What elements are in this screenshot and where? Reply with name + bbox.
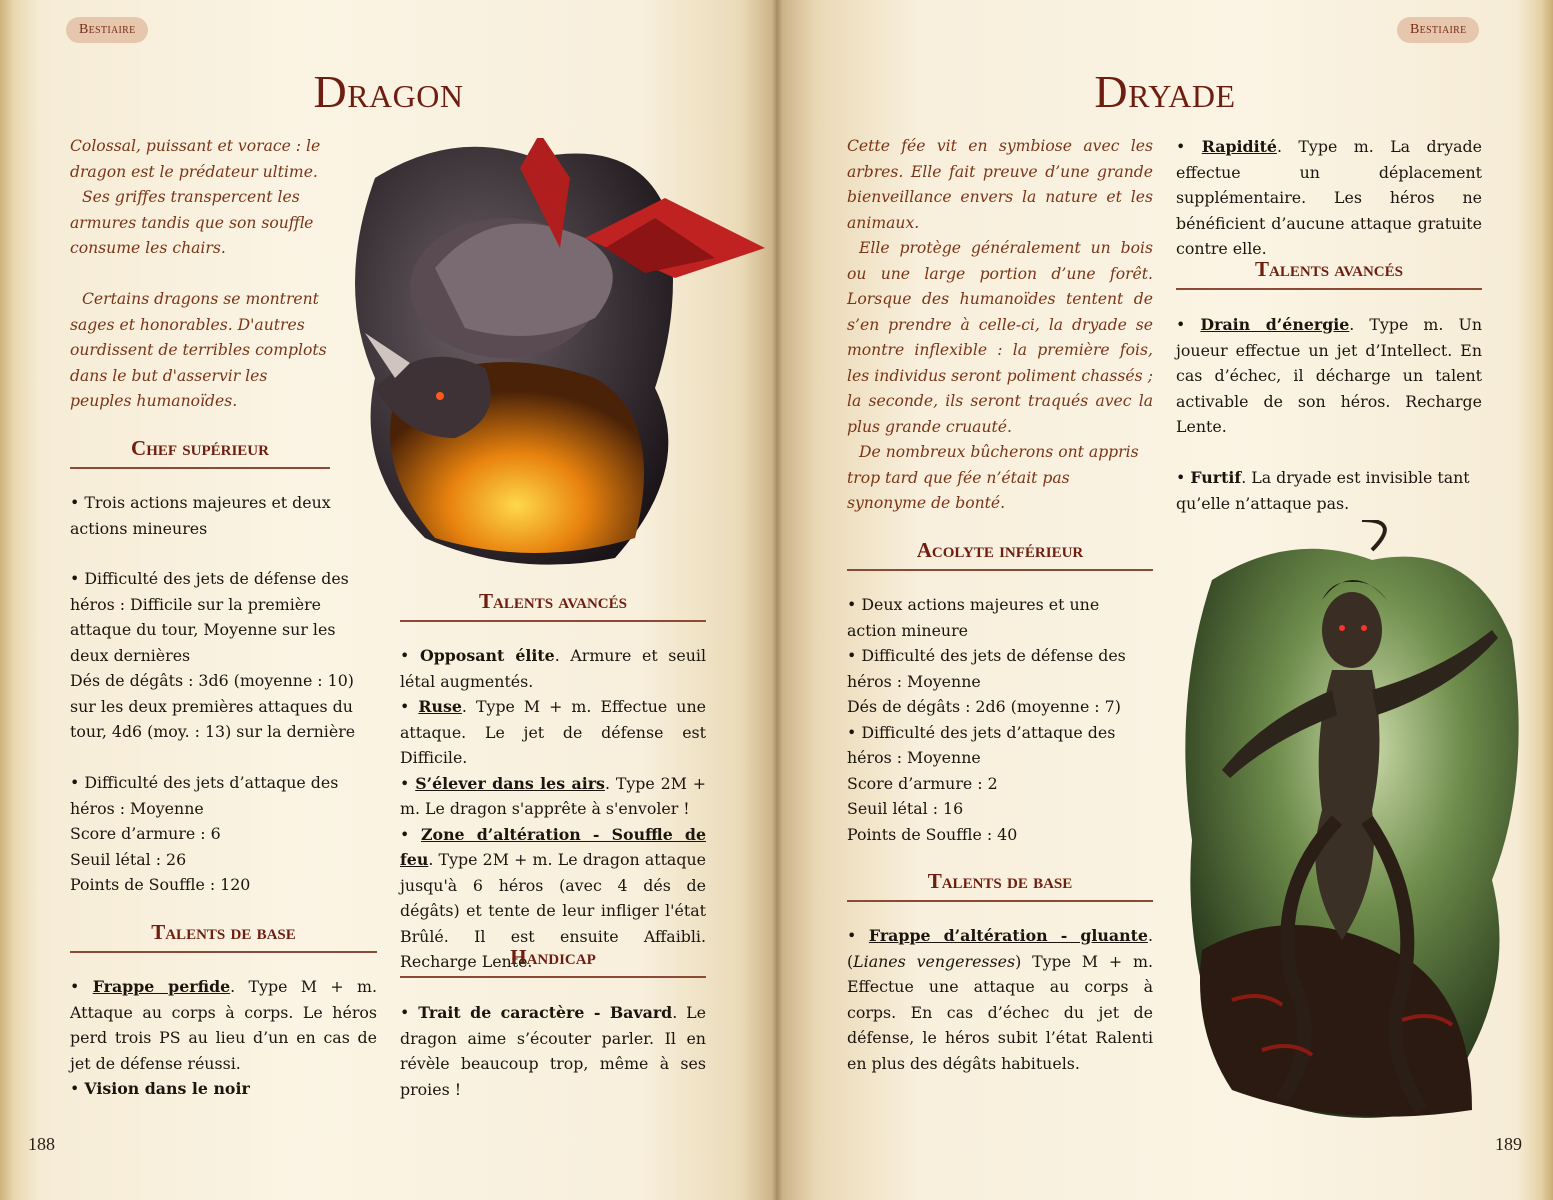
- section-heading-base: Talents de base: [70, 920, 377, 953]
- intro-text: Colossal, puissant et vorace : le dragon est le prédateur ultime. Ses griffes transpercent les armures tandis que son souffle consume les chairs. Certains dragons se montrent sages et honorables. D'autres ourdissent de terribles complots dans le but d'asservir les peuples humanoïdes.: [70, 137, 327, 410]
- base-talents: [70, 974, 377, 1102]
- page-number-right: 189: [1495, 1134, 1522, 1154]
- advanced-talents: [400, 643, 706, 975]
- section-badge: Bestiaire: [1397, 17, 1479, 43]
- right-page: [777, 0, 1553, 1200]
- chef-stats: • Difficulté des jets de défense des héros : Difficile sur la première attaque du tour, Moyenne sur les deux dernières Dés de dégâts : 3d6 (moyenne : 10) sur les deux premières attaques du tour, 4d6 (moy. : 13) sur la dernière • Difficulté des jets d’attaque des héros : Moyenne Score d’armure : 6 Seuil létal : 26 Points de Souffle : 120: [70, 569, 356, 894]
- handicap-text: [400, 1000, 706, 1102]
- handicap-section: [400, 945, 706, 978]
- talent-bavard: • Trait de caractère - Bavard. Le dragon aime s’écouter parler. Il en révèle beaucoup trop, même à ses proies !: [400, 1003, 706, 1099]
- talents-avances-section: [400, 589, 706, 622]
- section-heading-chef: Chef supérieur: [70, 436, 330, 469]
- talents-de-base-section: [70, 920, 377, 953]
- talent-s-elever: • S’élever dans les airs. Type 2M + m. Le dragon s'apprête à s'envoler !: [400, 773, 707, 818]
- page-title: Dragon: [313, 66, 464, 117]
- section-heading-handicap: Handicap: [400, 945, 706, 978]
- page-number-left: 188: [28, 1134, 55, 1154]
- section-heading-avances: Talents avancés: [1176, 257, 1482, 290]
- section-heading-avances: Talents avancés: [400, 589, 706, 622]
- section-heading-base: Talents de base: [847, 869, 1153, 902]
- talent-rapidite: • Rapidité. Type m. La dryade effectue un déplacement supplémentaire. Les héros ne bénéficient d’aucune attaque gratuite contre elle.: [1176, 137, 1483, 258]
- chef-actions: • Trois actions majeures et deux actions mineures: [70, 493, 331, 538]
- talent-frappe-perfide: • Frappe perfide. Type M + m. Attaque au corps à corps. Le héros perd trois PS au lieu d’un en cas de jet de défense réussi.: [70, 977, 377, 1073]
- acolyte-stats: • Deux actions majeures et une action mineure • Difficulté des jets de défense des héros : Moyenne Dés de dégâts : 2d6 (moyenne : 7) • Difficulté des jets d’attaque des héros : Moyenne Score d’armure : 2 Seuil létal : 16 Points de Souffle : 40: [847, 595, 1126, 844]
- dryad-illustration: [1172, 520, 1532, 1130]
- talent-frappe-gluante: • Frappe d’altération - gluante. (Lianes vengeresses) Type M + m. Effectue une attaque au corps à corps. En cas d’échec du jet de défense, le héros subit l’état Ralenti en plus des dégâts habituels.: [847, 926, 1153, 1073]
- talents-de-base-section: [847, 869, 1153, 902]
- dragon-illustration: [335, 138, 775, 568]
- intro-text: Cette fée vit en symbiose avec les arbres. Elle fait preuve d’une grande bienveillance envers la nature et les animaux. Elle protège généralement un bois ou une large portion d’une forêt. Lorsque des humanoïdes tentent de s’en prendre à celle-ci, la dryade se montre inflexible : la première fois, les individus seront poliment chassés ; la seconde, ils seront traqués avec la plus grande cruauté. De nombreux bûcherons ont appris trop tard que fée n’était pas synonyme de bonté.: [847, 137, 1153, 512]
- rapidite-talent: [1176, 134, 1482, 262]
- talents-avances-section: [1176, 257, 1482, 290]
- talent-ruse: • Ruse. Type M + m. Effectue une attaque. Le jet de défense est Difficile.: [400, 697, 707, 767]
- advanced-talents: [1176, 312, 1482, 516]
- talent-opposant-elite: • Opposant élite. Armure et seuil létal augmentés.: [400, 646, 707, 691]
- section-heading-acolyte: Acolyte inférieur: [847, 538, 1153, 571]
- section-badge: Bestiaire: [66, 17, 148, 43]
- talent-drain-energie: • Drain d’énergie. Type m. Un joueur effectue un jet d’Intellect. En cas d’échec, il décharge un talent activable de son héros. Recharge Lente.: [1176, 315, 1483, 436]
- talent-zone-alteration: • Zone d’altération - Souffle de feu. Type 2M + m. Le dragon attaque jusqu'à 6 héros (avec 4 dés de dégâts) et tente de leur infliger l'état Brûlé. Il est ensuite Affaibli. Recharge Lente.: [400, 824, 706, 971]
- talent-furtif: • Furtif. La dryade est invisible tant qu’elle n’attaque pas.: [1176, 468, 1470, 513]
- talent-vision: • Vision dans le noir: [70, 1079, 250, 1098]
- chef-superieur-section: [70, 436, 330, 469]
- base-talents: [847, 923, 1153, 1076]
- page-title: Dryade: [1094, 66, 1236, 117]
- acolyte-inferieur-section: [847, 538, 1153, 571]
